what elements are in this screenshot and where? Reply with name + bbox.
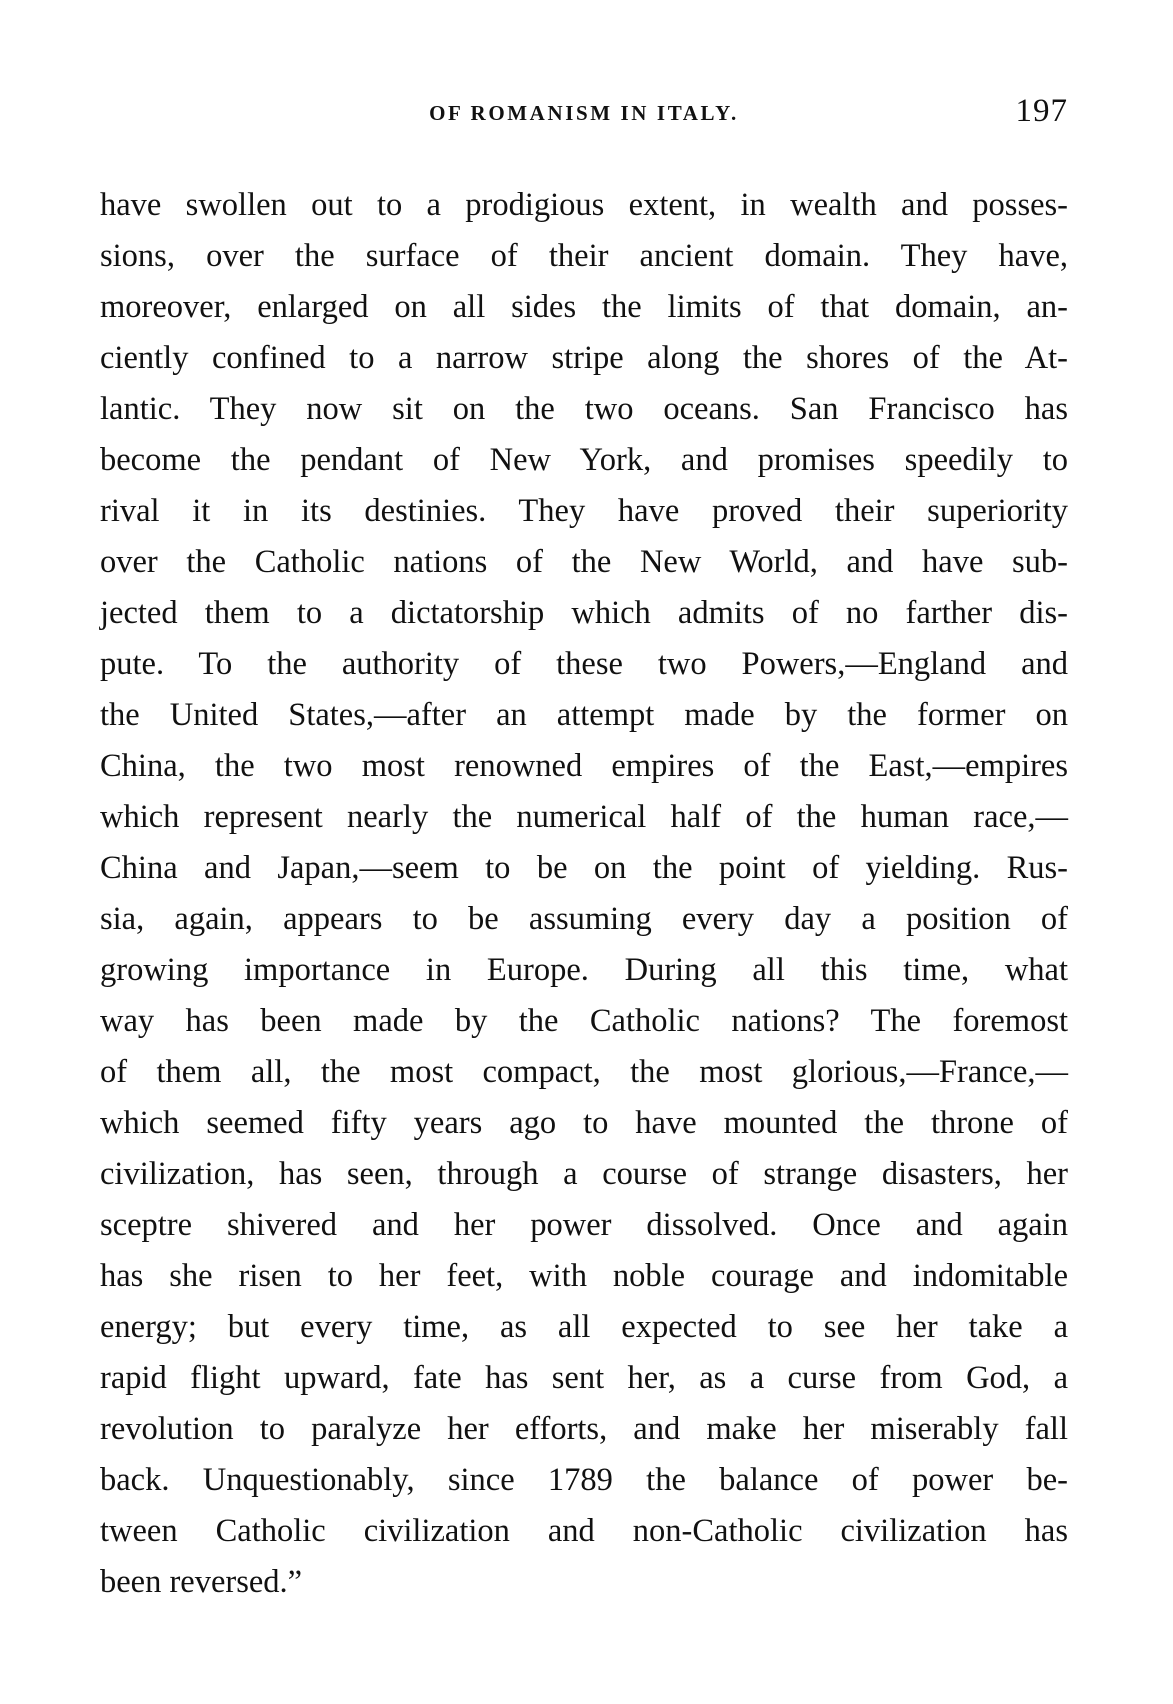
text-line: the United States,—after an attempt made by the former on [100,697,1068,733]
text-line: China, the two most renowned empires of the East,—empires [100,748,1068,784]
running-title: OF ROMANISM IN ITALY. [429,101,739,125]
text-line: China and Japan,—seem to be on the point of yielding. Rus- [100,850,1068,886]
text-line: lantic. They now sit on the two oceans. San Francisco has [100,391,1068,427]
text-line: ciently confined to a narrow stripe along the shores of the At- [100,340,1068,376]
text-line: sia, again, appears to be assuming every day a position of [100,901,1068,937]
text-line: rival it in its destinies. They have proved their superiority [100,493,1068,529]
text-line: growing importance in Europe. During all this time, what [100,952,1068,988]
text-line: tween Catholic civilization and non-Catholic civilization has [100,1513,1068,1549]
text-line: back. Unquestionably, since 1789 the balance of power be- [100,1462,1068,1498]
text-line-last: been reversed.” [100,1564,303,1600]
text-line: revolution to paralyze her efforts, and make her miserably fall [100,1411,1068,1447]
text-line: sions, over the surface of their ancient domain. They have, [100,238,1068,274]
text-line: over the Catholic nations of the New World, and have sub- [100,544,1068,580]
text-line: has she risen to her feet, with noble courage and indomitable [100,1258,1068,1294]
text-line: become the pendant of New York, and promises speedily to [100,442,1068,478]
text-line: way has been made by the Catholic nations? The foremost [100,1003,1068,1039]
text-line: moreover, enlarged on all sides the limits of that domain, an- [100,289,1068,325]
text-line: sceptre shivered and her power dissolved. Once and again [100,1207,1068,1243]
page-number: 197 [1015,93,1068,129]
text-line: have swollen out to a prodigious extent, in wealth and posses- [100,187,1068,223]
text-line: of them all, the most compact, the most glorious,—France,— [100,1054,1068,1090]
text-line: civilization, has seen, through a course of strange disasters, her [100,1156,1068,1192]
text-line: energy; but every time, as all expected to see her take a [100,1309,1068,1345]
body-text [100,180,1068,1608]
text-line: which seemed fifty years ago to have mounted the throne of [100,1105,1068,1141]
text-line: which represent nearly the numerical half of the human race,— [100,799,1068,835]
text-line: pute. To the authority of these two Powers,—England and [100,646,1068,682]
text-line: jected them to a dictatorship which admits of no farther dis- [100,595,1068,631]
text-line: rapid flight upward, fate has sent her, as a curse from God, a [100,1360,1068,1396]
running-head [100,93,1068,133]
